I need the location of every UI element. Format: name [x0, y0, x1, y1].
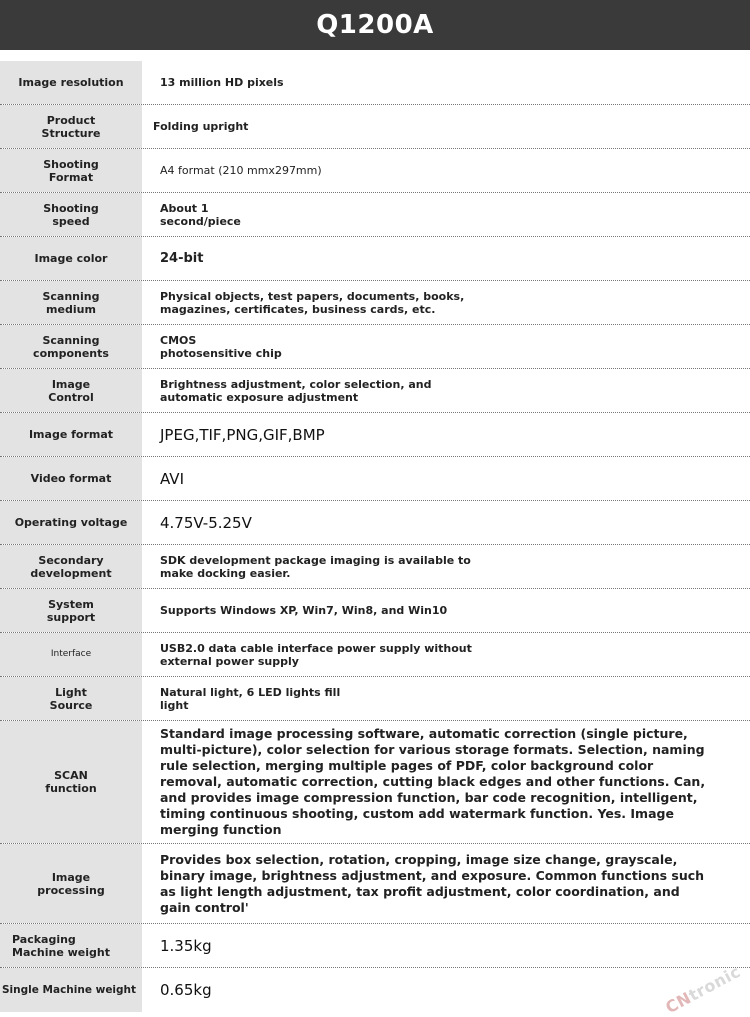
row-label: Interface: [0, 633, 142, 676]
row-value: Natural light, 6 LED lights fill light: [160, 685, 341, 712]
row-label: Shooting speed: [0, 193, 142, 236]
row-label: Light Source: [0, 677, 142, 720]
row-value: Folding upright: [153, 120, 249, 133]
table-row: [0, 193, 750, 237]
row-label: Image resolution: [0, 61, 142, 104]
row-label: Product Structure: [0, 105, 142, 148]
row-value: 4.75V-5.25V: [160, 513, 252, 532]
table-row: [0, 589, 750, 633]
row-value: SDK development package imaging is available to make docking easier.: [160, 553, 471, 580]
table-row: [0, 61, 750, 105]
table-row: [0, 105, 750, 149]
row-value: 1.35kg: [160, 936, 212, 955]
row-value: Standard image processing software, automatic correction (single picture, multi-picture), color selection for various storage formats. Selection, naming rule selection, merging multiple pages of PDF, color background color removal, automatic correction, cutting black edges and other functions. Can, and provides image compression function, bar code recognition, intelligent, timing continuous shooting, custom add watermark function. Yes. Image merging function: [160, 726, 706, 837]
row-value: 0.65kg: [160, 981, 212, 999]
row-label: Single Machine weight: [0, 968, 142, 1012]
page-title: Q1200A: [0, 0, 750, 50]
row-value: JPEG,TIF,PNG,GIF,BMP: [160, 425, 325, 444]
row-value: USB2.0 data cable interface power supply without external power supply: [160, 641, 472, 668]
table-row: [0, 281, 750, 325]
table-row: [0, 545, 750, 589]
row-label: SCAN function: [0, 721, 142, 843]
spec-table: [0, 61, 750, 1012]
row-label: System support: [0, 589, 142, 632]
table-row: [0, 968, 750, 1012]
row-value: Provides box selection, rotation, cropping, image size change, grayscale, binary image, brightness adjustment, and exposure. Common functions such as light length adjustment, tax profit adjustment, color coordination, and gain control': [160, 851, 705, 915]
row-label: Operating voltage: [0, 501, 142, 544]
row-label: Scanning components: [0, 325, 142, 368]
row-value: Physical objects, test papers, documents, books, magazines, certificates, business cards, etc.: [160, 289, 465, 316]
table-row: [0, 457, 750, 501]
row-value: 13 million HD pixels: [160, 76, 284, 89]
row-label: Image Control: [0, 369, 142, 412]
table-row: [0, 924, 750, 968]
row-value: CMOS photosensitive chip: [160, 333, 282, 360]
row-label: Packaging Machine weight: [0, 924, 142, 967]
table-row: [0, 844, 750, 924]
table-row: [0, 633, 750, 677]
row-label: Secondary development: [0, 545, 142, 588]
row-value: Brightness adjustment, color selection, and automatic exposure adjustment: [160, 377, 432, 404]
row-value: AVI: [160, 469, 184, 488]
table-row: [0, 413, 750, 457]
table-row: [0, 325, 750, 369]
table-row: [0, 237, 750, 281]
row-value: 24-bit: [160, 251, 204, 266]
watermark-prefix: CN: [662, 988, 695, 1017]
table-row: [0, 677, 750, 721]
table-row: [0, 501, 750, 545]
table-row: [0, 149, 750, 193]
row-label: Image color: [0, 237, 142, 280]
row-label: Shooting Format: [0, 149, 142, 192]
row-value: A4 format (210 mmx297mm): [160, 164, 322, 177]
row-label: Scanning medium: [0, 281, 142, 324]
row-label: Image processing: [0, 844, 142, 923]
row-label: Image format: [0, 413, 142, 456]
row-value: About 1 second/piece: [160, 201, 241, 228]
row-label: Video format: [0, 457, 142, 500]
row-value: Supports Windows XP, Win7, Win8, and Win10: [160, 604, 448, 617]
table-row: [0, 721, 750, 844]
table-row: [0, 369, 750, 413]
watermark-suffix: tronic: [685, 961, 744, 1005]
